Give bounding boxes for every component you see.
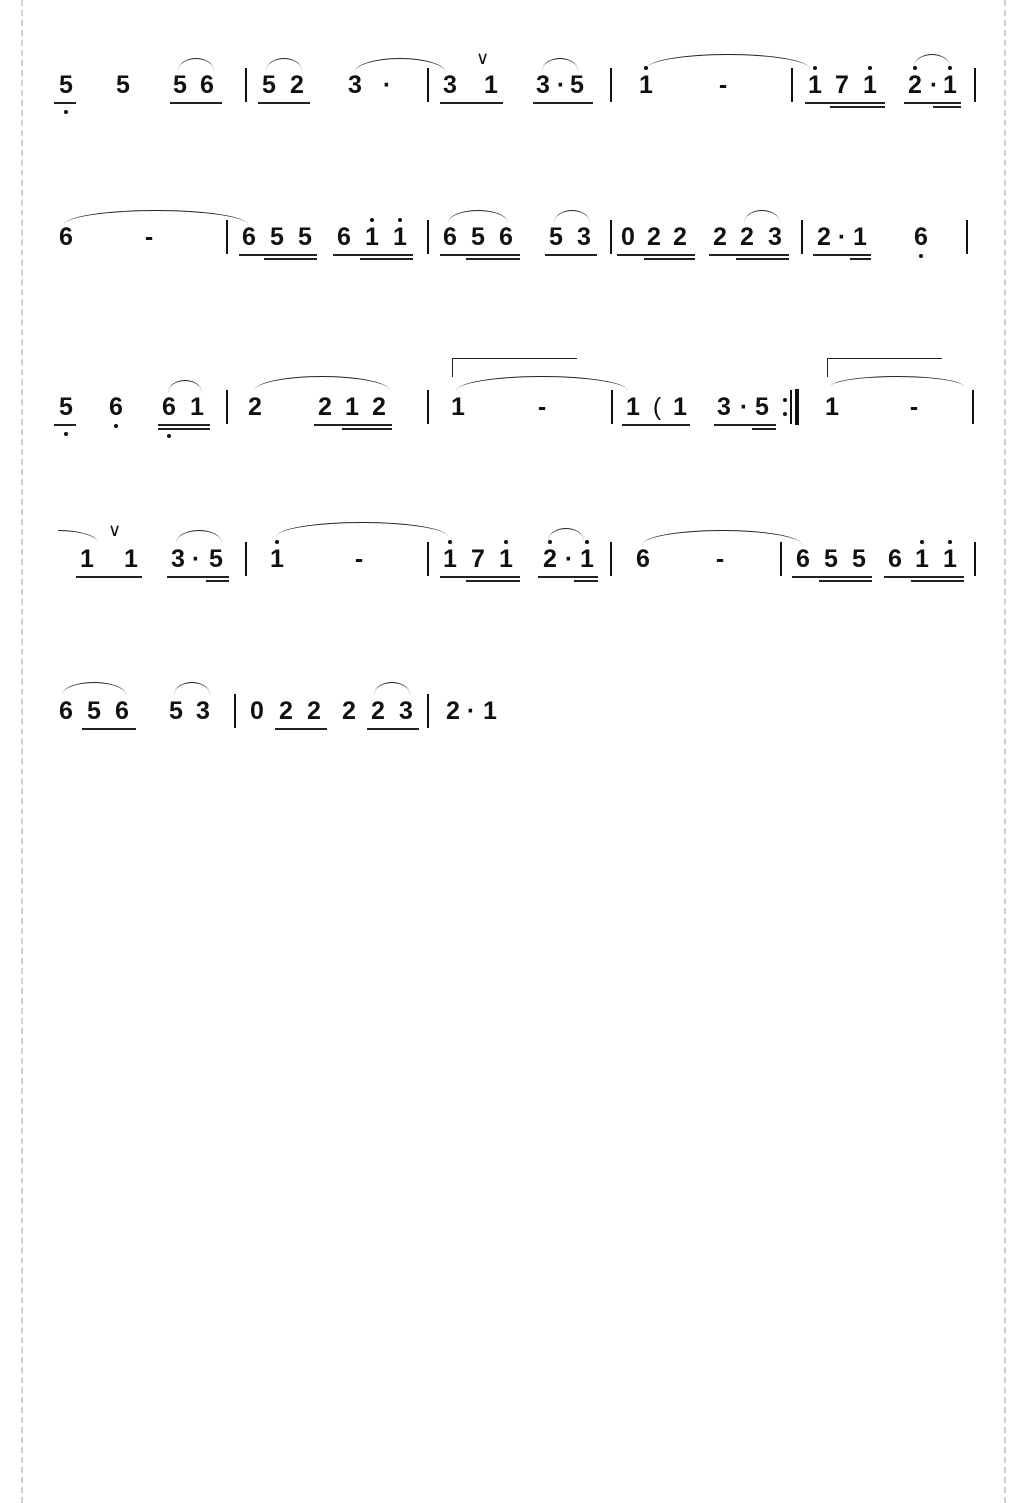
note: 2 — [908, 71, 922, 99]
note: 2 — [290, 71, 304, 99]
volta-bracket-2 — [827, 358, 942, 377]
note: 6 — [200, 71, 214, 99]
breath-mark-icon: ∨ — [476, 48, 490, 69]
note: 5 — [262, 71, 276, 99]
note: 5 — [116, 71, 130, 99]
margin-divider-right — [1004, 0, 1006, 1503]
watermark-left — [0, 0, 20, 1503]
note: 3 — [443, 71, 457, 99]
note: 5 — [59, 71, 73, 99]
note: 1 — [484, 71, 498, 99]
note: · — [556, 71, 566, 99]
margin-divider-left — [21, 0, 23, 1503]
note: 3 — [348, 71, 362, 99]
note: 5 — [570, 71, 584, 99]
note: 5 — [173, 71, 187, 99]
repeat-barline — [795, 389, 799, 425]
note: 1 — [808, 71, 822, 99]
note: 7 — [835, 71, 849, 99]
note: · — [929, 71, 939, 99]
volta-bracket-1 — [452, 358, 577, 377]
note: · — [382, 71, 392, 99]
note: 1 — [639, 71, 653, 99]
note: - — [718, 71, 728, 99]
watermark-right — [1007, 0, 1027, 1503]
note: 1 — [863, 71, 877, 99]
note: 3 — [536, 71, 550, 99]
note: 1 — [943, 71, 957, 99]
